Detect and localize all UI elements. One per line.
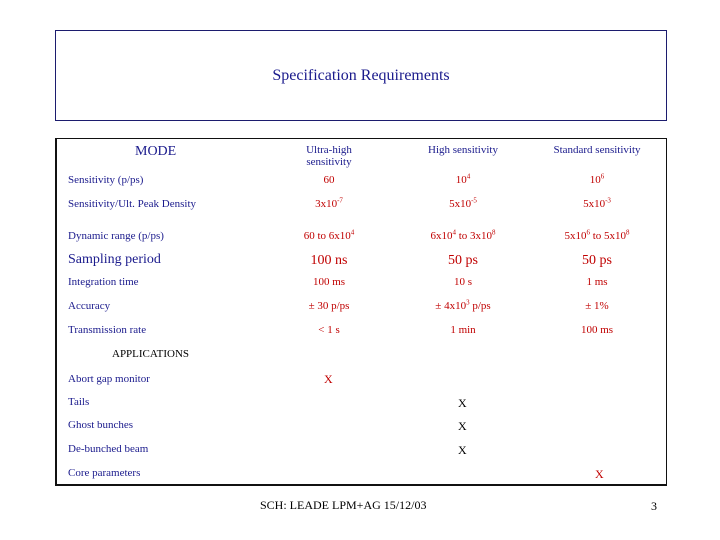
app-mark-ghost-bunches: X <box>458 419 467 433</box>
applications-heading: APPLICATIONS <box>112 348 190 360</box>
row-label-integration-time: Integration time <box>68 276 139 288</box>
app-label-debunched-beam: De-bunched beam <box>68 443 149 455</box>
page-number: 3 <box>651 499 657 513</box>
page-title: Specification Requirements <box>272 67 450 84</box>
title-box <box>55 30 667 121</box>
column-header-ultra-high: Ultra-high sensitivity <box>306 144 352 168</box>
value-transmission-standard: 100 ms <box>580 324 614 336</box>
value-transmission-ultra: < 1 s <box>318 324 340 336</box>
value-dynamic-range-standard: $5x10^6$ to $5x10^8$ <box>564 228 630 242</box>
value-integration-high: 10 s <box>453 276 473 288</box>
value-sampling-ultra: 100 ns <box>310 253 348 268</box>
value-dynamic-range-high: $6x10^4$ to $3x10^8$ <box>430 228 496 242</box>
value-peak-density-high: $5x10^{-5}$ <box>449 196 477 210</box>
row-label-sensitivity: Sensitivity (p/ps) <box>68 174 144 186</box>
row-label-transmission-rate: Transmission rate <box>68 324 147 336</box>
value-accuracy-ultra: ± 30 p/ps <box>308 300 350 312</box>
value-accuracy-high: ± $4x10^3$ p/ps <box>435 298 491 312</box>
value-peak-density-standard: $5x10^{-3}$ <box>583 196 611 210</box>
row-label-peak-density: Sensitivity/Ult. Peak Density <box>68 198 197 210</box>
value-sensitivity-high: $10^4$ <box>455 172 471 186</box>
row-label-accuracy: Accuracy <box>68 300 111 312</box>
column-header-standard: Standard sensitivity <box>553 144 641 156</box>
column-header-high: High sensitivity <box>428 144 498 156</box>
app-label-tails: Tails <box>68 396 90 408</box>
value-dynamic-range-ultra: 60 to $6x10^4$ <box>303 228 355 242</box>
app-mark-core-parameters: X <box>595 467 604 481</box>
value-peak-density-ultra: $3x10^{-7}$ <box>315 196 343 210</box>
spec-table <box>55 138 667 486</box>
app-mark-debunched-beam: X <box>458 443 467 457</box>
app-label-abort-gap: Abort gap monitor <box>68 373 150 385</box>
value-sampling-high: 50 ps <box>448 253 478 268</box>
app-mark-abort-gap: X <box>324 372 333 386</box>
value-integration-ultra: 100 ms <box>312 276 346 288</box>
row-label-sampling-period: Sampling period <box>68 252 161 267</box>
value-sampling-standard: 50 ps <box>582 253 612 268</box>
row-label-dynamic-range: Dynamic range (p/ps) <box>68 230 164 242</box>
value-integration-standard: 1 ms <box>586 276 608 288</box>
app-mark-tails: X <box>458 396 467 410</box>
footer-text: SCH: LEADE LPM+AG 15/12/03 <box>260 498 427 512</box>
app-label-core-parameters: Core parameters <box>68 467 141 479</box>
app-label-ghost-bunches: Ghost bunches <box>68 419 134 431</box>
value-sensitivity-standard: $10^6$ <box>589 172 605 186</box>
value-transmission-high: 1 min <box>450 324 476 336</box>
value-sensitivity-ultra: 60 <box>323 174 335 186</box>
mode-label: MODE <box>135 144 177 159</box>
value-accuracy-standard: ± 1% <box>585 300 609 312</box>
